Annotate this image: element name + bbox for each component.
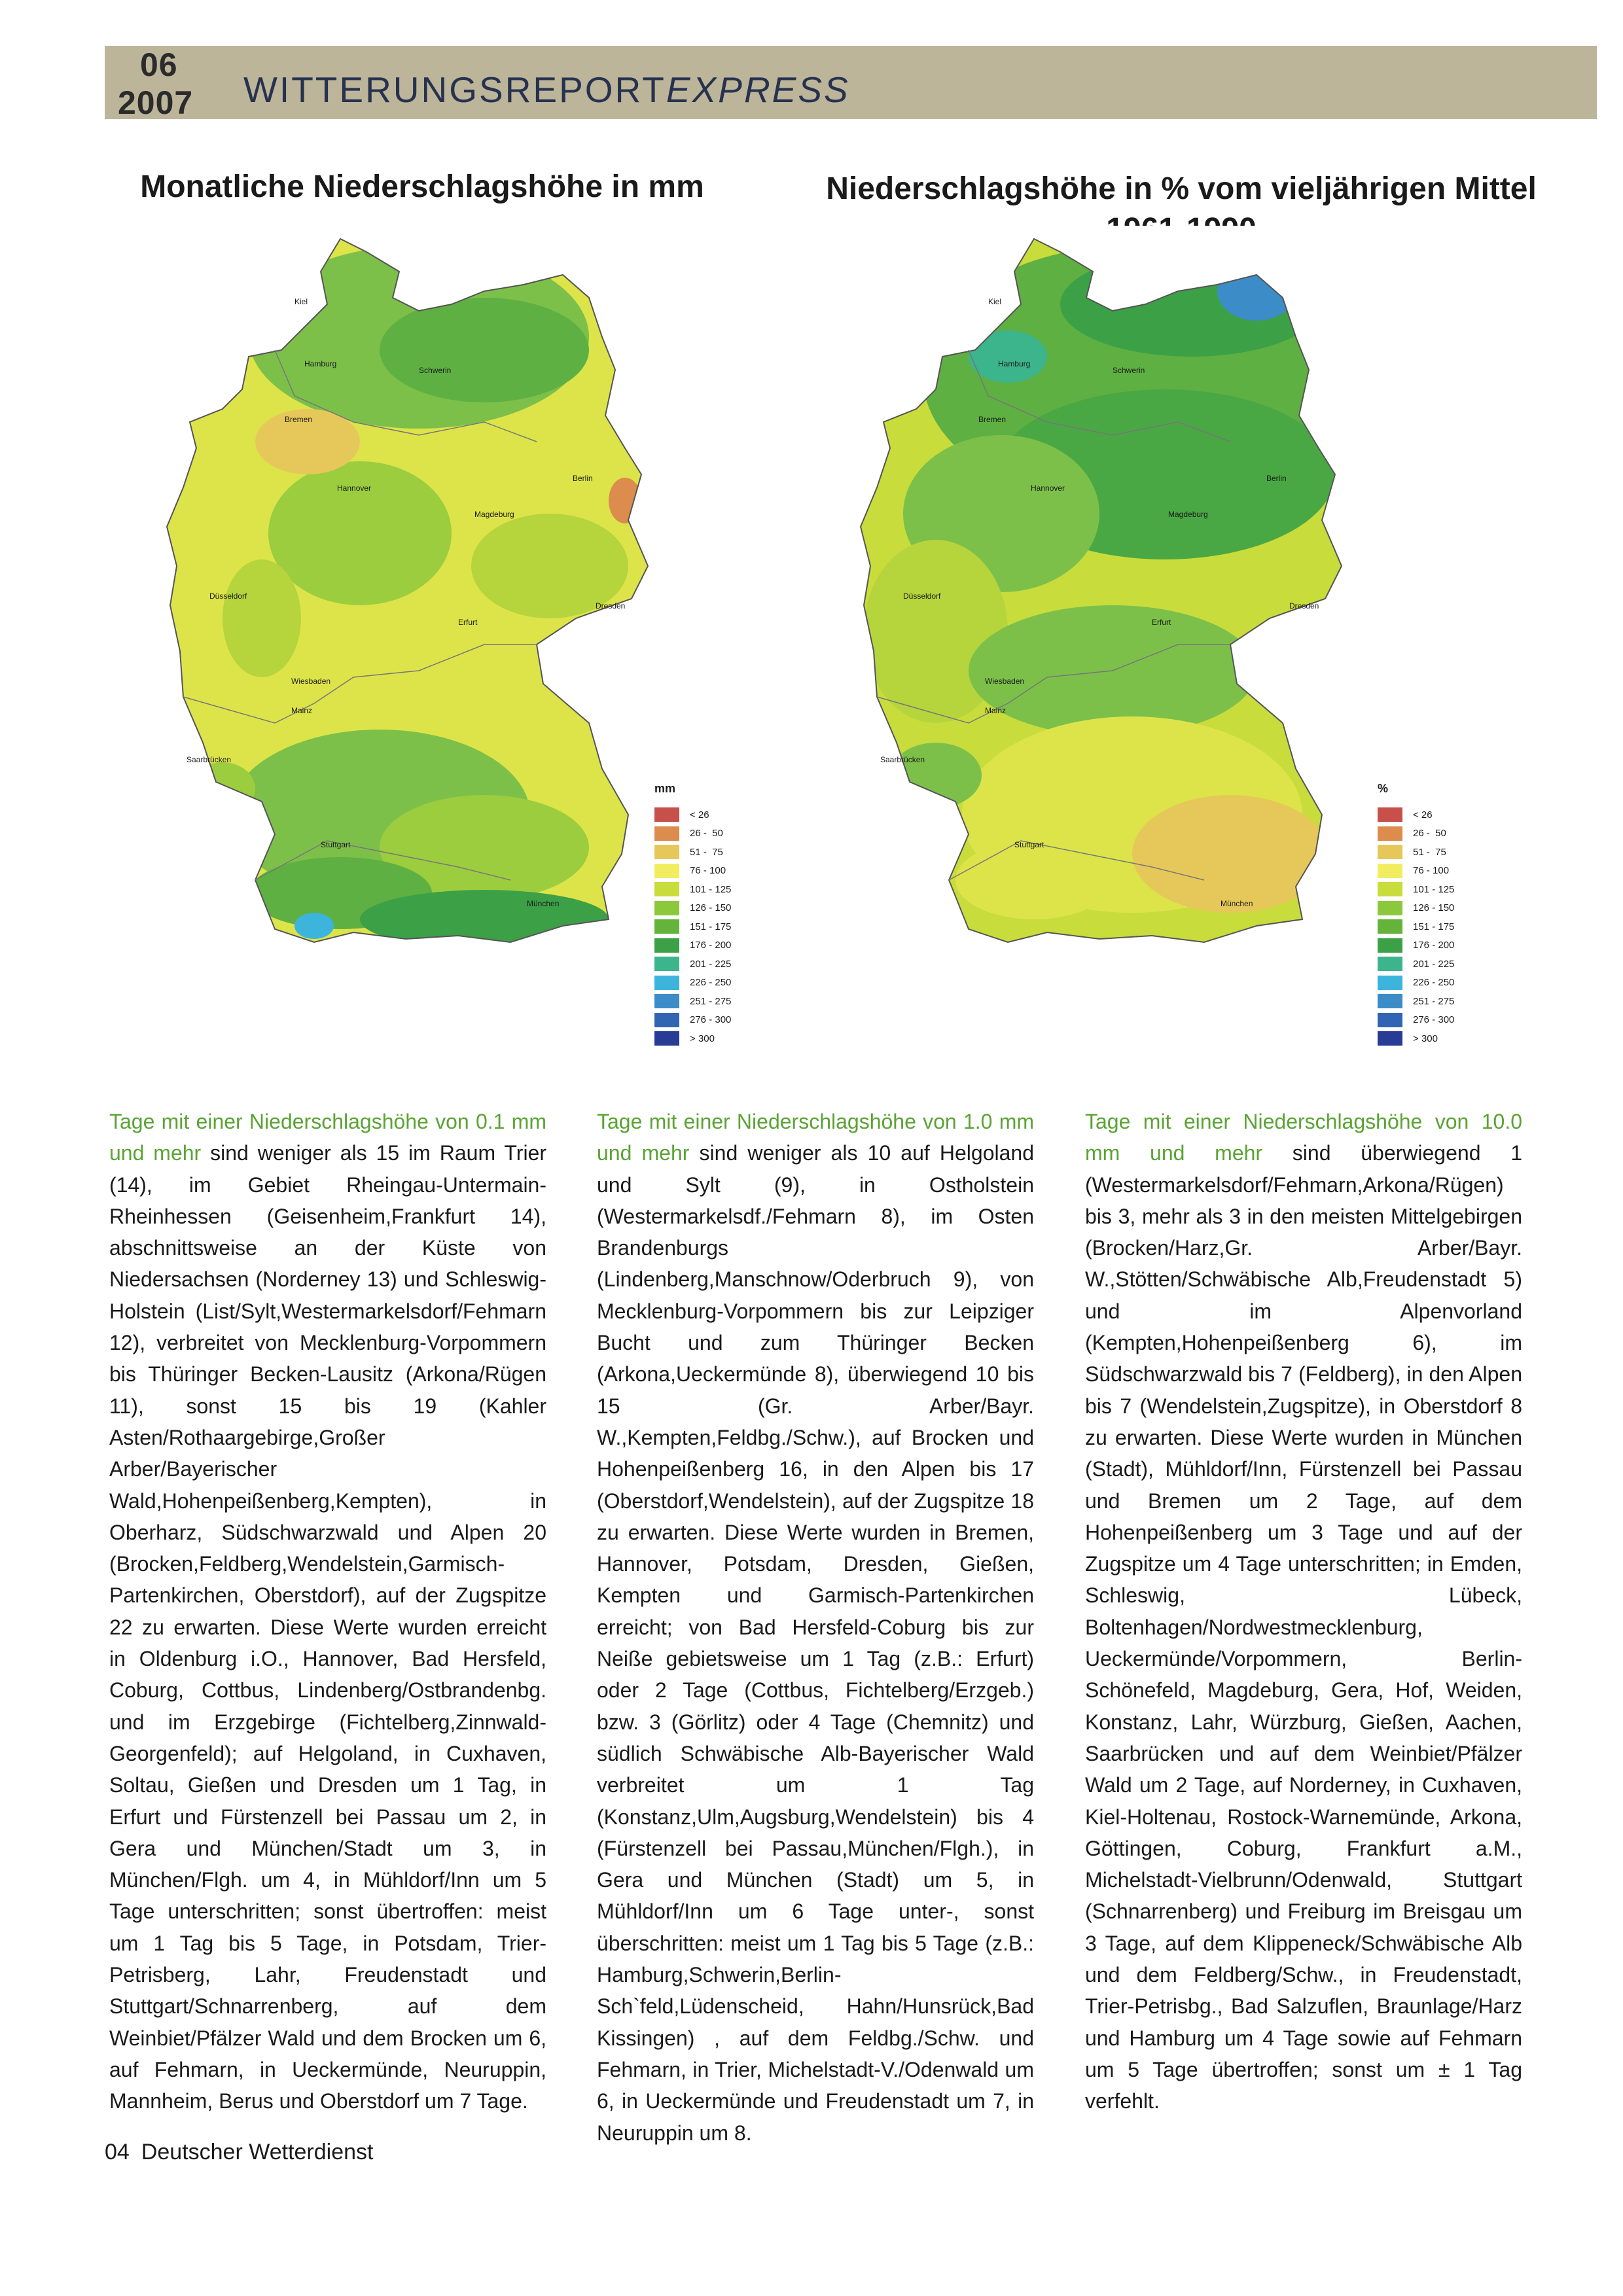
legend-swatch <box>654 845 679 859</box>
publisher-name: Deutscher Wetterdienst <box>141 2140 374 2164</box>
city-label: Schwerin <box>419 366 452 375</box>
legend-item <box>1378 862 1489 881</box>
city-label: München <box>527 899 560 908</box>
city-label: Kiel <box>294 297 308 306</box>
legend-swatch <box>654 826 679 841</box>
legend-label: 226 - 250 <box>1413 977 1455 989</box>
legend-item <box>1378 1011 1489 1030</box>
city-label: Dresden <box>596 601 626 610</box>
city-label: Hannover <box>1031 484 1065 493</box>
legend-unit-label: mm <box>654 782 676 795</box>
column-body: sind überwiegend 1 (Westermarkelsdorf/Fehmarn,Arkona/Rügen) bis 3, mehr als 3 in den meisten Mittelgebirgen (Brocken/Harz,Gr. Arber/Bayr. W.,Stötten/Schwäbische Alb,Freudenstadt 5) und im Alpenvorland (Kempten,Hohenpeißenberg 6), im Südschwarzwald bis 7 (Feldberg), in den Alpen bis 7 (Wendelstein,Zugspitze), in Oberstdorf 8 zu erwarten. Diese Werte wurden in München (Stadt), Mühldorf/Inn, Fürstenzell bei Passau und Bremen um 2 Tage, auf dem Hohenpeißenberg um 3 Tage und auf der Zugspitze um 4 Tage unterschritten; in Emden, Schleswig, Lübeck, Boltenhagen/Nordwestmecklenburg, Ueckermünde/Vorpommern, Berlin-Schönefeld, Magdeburg, Gera, Hof, Weiden, Konstanz, Lahr, Würzburg, Gießen, Aachen, Saarbrücken und auf dem Weinbiet/Pfälzer Wald um 2 Tage, auf Norderney, in Cuxhaven, Kiel-Holtenau, Rostock-Warnemünde, Arkona, Göttingen, Coburg, Frankfurt a.M., Michelstadt-Vielbrunn/Odenwald, Stuttgart (Schnarrenberg) und Freiburg im Breisgau um 3 Tage, auf dem Klippeneck/Schwäbische Alb und dem Feldberg/Schw., in Freudenstadt, Trier-Petrisbg., Bad Salzuflen, Braunlage/Harz und Hamburg um 4 Tage sowie auf Fehmarn um 5 Tage übertroffen; sonst um ± 1 Tag verfehlt. <box>1085 1141 1523 2113</box>
city-label: Stuttgart <box>321 840 351 849</box>
text-column-10-0mm <box>1085 1106 1522 2117</box>
column-lead: Tage mit einer Niederschlagshöhe von 10.0 mm und mehr <box>1085 1110 1522 1165</box>
legend-item <box>1378 843 1489 862</box>
legend-swatch <box>654 957 679 971</box>
city-label: Bremen <box>978 415 1007 424</box>
legend-swatch <box>654 901 679 915</box>
text-column-0-1mm <box>109 1106 546 2117</box>
city-label: Hannover <box>337 484 372 493</box>
legend-swatch <box>1378 864 1402 878</box>
city-label: Düsseldorf <box>903 592 941 601</box>
page-number: 04 <box>105 2140 130 2164</box>
germany-precipitation-mm-map <box>144 226 720 1037</box>
legend-label: 176 - 200 <box>690 940 732 951</box>
legend-label: 126 - 150 <box>1413 902 1455 914</box>
publication-title-express: EXPRESS <box>666 69 850 110</box>
legend-label: 226 - 250 <box>690 977 732 989</box>
legend-swatch <box>654 882 679 896</box>
legend-item <box>1378 880 1489 899</box>
legend-item <box>1378 917 1489 936</box>
city-label: Kiel <box>988 297 1002 306</box>
legend-item <box>654 917 766 936</box>
legend-item <box>654 936 766 955</box>
city-label: Wiesbaden <box>985 677 1025 686</box>
legend-swatch <box>1378 994 1402 1008</box>
city-label: Magdeburg <box>474 510 514 519</box>
legend-label: 101 - 125 <box>690 883 732 895</box>
city-label: Wiesbaden <box>291 677 331 686</box>
map-title-percent-line1: Niederschlagshöhe in % vom vieljährigen Mittel <box>826 171 1537 206</box>
legend-label: 101 - 125 <box>1413 883 1455 895</box>
city-label: Stuttgart <box>1014 840 1044 849</box>
column-lead: Tage mit einer Niederschlagshöhe von 0.1 mm und mehr <box>109 1110 546 1165</box>
legend-item <box>1378 824 1489 843</box>
legend-item <box>654 843 766 862</box>
legend-label: 126 - 150 <box>690 902 732 914</box>
city-label: Schwerin <box>1113 366 1145 375</box>
legend-swatch <box>654 807 679 822</box>
column-body: sind weniger als 15 im Raum Trier (14), im Gebiet Rheingau-Untermain-Rheinhessen (Geisenheim,Frankfurt 14), abschnittsweise an der Küste von Niedersachsen (Norderney 13) und Schleswig-Holstein (List/Sylt,Westermarkelsdorf/Fehmarn 12), verbreitet von Mecklenburg-Vorpommern bis Thüringer Becken-Lausitz (Arkona/Rügen 11), sonst 15 bis 19 (Kahler Asten/Rothaargebirge,Großer Arber/Bayerischer Wald,Hohenpeißenberg,Kempten), in Oberharz, Südschwarzwald und Alpen 20 (Brocken,Feldberg,Wendelstein,Garmisch-Partenkirchen, Oberstdorf), auf der Zugspitze 22 zu erwarten. Diese Werte wurden erreicht in Oldenburg i.O., Hannover, Bad Hersfeld, Coburg, Cottbus, Lindenberg/Ostbrandenbg. und im Erzgebirge (Fichtelberg,Zinnwald-Georgenfeld); auf Helgoland, in Cuxhaven, Soltau, Gießen und Dresden um 1 Tag, in Erfurt und Fürstenzell bei Passau um 2, in Gera und München/Stadt um 3, in München/Flgh. um 4, in Mühldorf/Inn um 5 Tage unterschritten; sonst übertroffen: meist um 1 Tag bis 5 Tage, in Potsdam, Trier-Petrisberg, Lahr, Freudenstadt und Stuttgart/Schnarrenberg, auf dem Weinbiet/Pfälzer Wald und dem Brocken um 6, auf Fehmarn, in Ueckermünde, Neuruppin, Mannheim, Berus und Oberstdorf um 7 Tage. <box>109 1141 547 2113</box>
publication-title <box>243 69 850 111</box>
city-label: Düsseldorf <box>209 592 247 601</box>
legend-label: > 300 <box>1413 1033 1438 1044</box>
legend-mm <box>654 782 766 1048</box>
legend-item <box>654 1029 766 1048</box>
legend-rows <box>654 805 766 1048</box>
legend-swatch <box>1378 919 1402 934</box>
city-label: Saarbrücken <box>187 755 232 764</box>
legend-item <box>1378 936 1489 955</box>
legend-item <box>654 824 766 843</box>
legend-label: 151 - 175 <box>1413 921 1455 932</box>
legend-rows <box>1378 805 1489 1048</box>
legend-swatch <box>1378 826 1402 841</box>
text-column-1-0mm <box>597 1106 1034 2149</box>
legend-item <box>654 880 766 899</box>
column-body: sind weniger als 10 auf Helgoland und Sylt (9), in Ostholstein (Westermarkelsdf./Fehmarn 8), im Osten Brandenburgs (Lindenberg,Manschnow/Oderbruch 9), von Mecklenburg-Vorpommern bis zur Leipziger Bucht und zum Thüringer Becken (Arkona,Ueckermünde 8), überwiegend 10 bis 15 (Gr. Arber/Bayr. W.,Kempten,Feldbg./Schw.), auf Brocken und Hohenpeißenberg 16, in den Alpen bis 17 (Oberstdorf,Wendelstein), auf der Zugspitze 18 zu erwarten. Diese Werte wurden in Bremen, Hannover, Potsdam, Dresden, Gießen, Kempten und Garmisch-Partenkirchen erreicht; von Bad Hersfeld-Coburg bis zur Neiße gebietsweise um 1 Tag (z.B.: Erfurt) oder 2 Tage (Cottbus, Fichtelberg/Erzgeb.) bzw. 3 (Görlitz) oder 4 Tage (Chemnitz) und südlich Schwäbische Alb-Bayerischer Wald verbreitet um 1 Tag (Konstanz,Ulm,Augsburg,Wendelstein) bis 4 (Fürstenzell bei Passau,München/Flgh.), in Gera und München (Stadt) um 5, in Mühldorf/Inn um 6 Tage unter-, sonst überschritten: meist um 1 Tag bis 5 Tage (z.B.: Hamburg,Schwerin,Berlin-Sch`feld,Lüdenscheid, Hahn/Hunsrück,Bad Kissingen) , auf dem Feldbg./Schw. und Fehmarn, in Trier, Michelstadt-V./Odenwald um 6, in Ueckermünde und Freudenstadt um 7, in Neuruppin um 8. <box>597 1141 1035 2145</box>
legend-label: < 26 <box>690 809 709 821</box>
legend-label: < 26 <box>1413 809 1433 821</box>
legend-label: 176 - 200 <box>1413 940 1455 951</box>
city-label: Erfurt <box>458 618 478 627</box>
legend-item <box>654 992 766 1011</box>
city-label: München <box>1221 899 1253 908</box>
publication-title-main: WITTERUNGSREPORT <box>243 69 666 110</box>
legend-swatch <box>654 938 679 953</box>
legend-label: 76 - 100 <box>1413 865 1450 877</box>
issue-year: 2007 <box>118 84 194 121</box>
city-label: Hamburg <box>998 359 1031 368</box>
legend-swatch <box>654 976 679 990</box>
legend-swatch <box>654 1031 679 1046</box>
legend-swatch <box>1378 901 1402 915</box>
city-label: Erfurt <box>1152 618 1171 627</box>
legend-swatch <box>654 919 679 934</box>
legend-percent <box>1378 782 1489 1048</box>
legend-item <box>1378 992 1489 1011</box>
page-footer <box>105 2140 373 2165</box>
city-label: Dresden <box>1289 601 1319 610</box>
legend-label: 201 - 225 <box>1413 958 1455 970</box>
city-label: Mainz <box>985 706 1007 715</box>
legend-item <box>1378 805 1489 824</box>
legend-item <box>654 955 766 974</box>
legend-item <box>1378 899 1489 918</box>
legend-label: 51 - 75 <box>690 846 723 858</box>
city-label: Hamburg <box>304 359 337 368</box>
legend-label: 276 - 300 <box>690 1014 732 1026</box>
legend-item <box>654 899 766 918</box>
legend-swatch <box>654 994 679 1008</box>
legend-label: 51 - 75 <box>1413 846 1446 858</box>
legend-item <box>654 805 766 824</box>
legend-swatch <box>1378 938 1402 953</box>
legend-item <box>1378 1029 1489 1048</box>
city-label: Berlin <box>573 474 593 483</box>
legend-swatch <box>1378 807 1402 822</box>
legend-swatch <box>1378 976 1402 990</box>
legend-label: 26 - 50 <box>1413 828 1446 839</box>
legend-item <box>654 1011 766 1030</box>
legend-swatch <box>1378 845 1402 859</box>
legend-label: 201 - 225 <box>690 958 732 970</box>
germany-precipitation-percent-map <box>831 226 1420 1037</box>
legend-label: 251 - 275 <box>1413 995 1455 1007</box>
legend-swatch <box>1378 1031 1402 1046</box>
city-label: Saarbrücken <box>880 755 925 764</box>
legend-swatch <box>1378 957 1402 971</box>
legend-label: 76 - 100 <box>690 865 726 877</box>
legend-label: 151 - 175 <box>690 921 732 932</box>
legend-swatch <box>1378 1013 1402 1027</box>
map-title-precipitation-mm: Monatliche Niederschlagshöhe in mm <box>140 169 704 204</box>
legend-label: > 300 <box>690 1033 715 1044</box>
legend-item <box>654 862 766 881</box>
legend-unit-label: % <box>1378 782 1389 795</box>
legend-swatch <box>654 864 679 878</box>
city-label: Bremen <box>285 415 313 424</box>
legend-swatch <box>654 1013 679 1027</box>
issue-month: 06 <box>140 46 178 83</box>
legend-label: 251 - 275 <box>690 995 732 1007</box>
legend-label: 276 - 300 <box>1413 1014 1455 1026</box>
city-label: Berlin <box>1266 474 1287 483</box>
column-lead: Tage mit einer Niederschlagshöhe von 1.0 mm und mehr <box>597 1110 1034 1165</box>
legend-item <box>654 974 766 993</box>
legend-item <box>1378 974 1489 993</box>
legend-label: 26 - 50 <box>690 828 723 839</box>
city-label: Mainz <box>291 706 313 715</box>
legend-swatch <box>1378 882 1402 896</box>
city-label: Magdeburg <box>1168 510 1208 519</box>
legend-item <box>1378 955 1489 974</box>
